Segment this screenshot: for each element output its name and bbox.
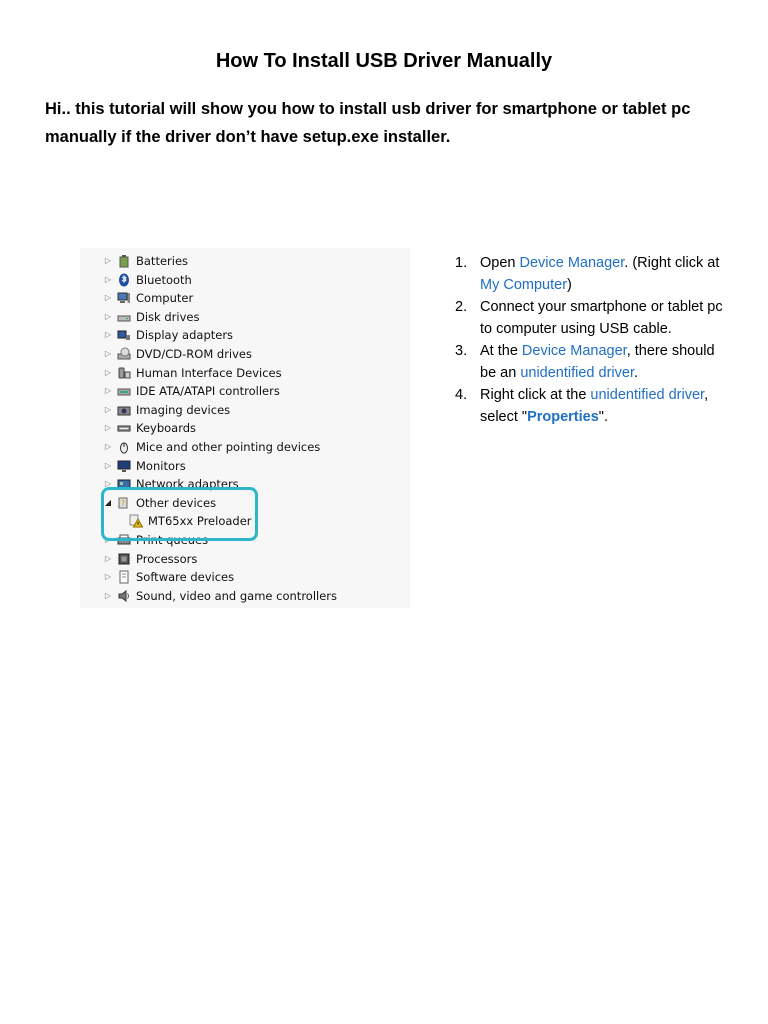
step-item (455, 252, 730, 296)
device-manager-screenshot (80, 248, 410, 608)
device-tree-item (80, 326, 233, 344)
expand-arrow-icon: ▷ (104, 423, 112, 433)
device-tree-item (80, 345, 252, 363)
camera-icon (117, 403, 131, 417)
bluetooth-icon (117, 273, 131, 287)
collapse-arrow-icon: ◢ (104, 497, 112, 507)
device-tree-item-label: Network adapters (136, 477, 239, 492)
device-tree-item (80, 252, 188, 270)
device-tree-item (80, 271, 192, 289)
device-tree-item-label: DVD/CD-ROM drives (136, 347, 252, 361)
highlighted-term: Properties (527, 409, 599, 425)
step-item (455, 340, 730, 384)
step-text-segment: . (634, 365, 639, 381)
step-number: 1. (455, 255, 468, 271)
device-tree-item-label: Disk drives (136, 309, 200, 324)
keyboard-icon (117, 421, 131, 435)
dvd-drive-icon (117, 347, 131, 361)
expand-arrow-icon: ▷ (104, 293, 112, 303)
step-text-segment: At the (480, 343, 522, 359)
device-tree-item (80, 308, 199, 326)
highlighted-term: Device Manager (521, 343, 627, 359)
device-tree-item-label: Monitors (136, 458, 186, 473)
step-text-segment: , select " (480, 387, 709, 425)
expand-arrow-icon: ▷ (104, 367, 112, 377)
device-tree-item (80, 550, 197, 568)
step-number: 3. (455, 343, 468, 359)
svg-text:?: ? (120, 498, 126, 508)
device-tree-item-label: Display adapters (136, 328, 234, 343)
speaker-icon (117, 589, 131, 603)
device-tree-item (80, 364, 282, 382)
expand-arrow-icon: ▷ (104, 479, 112, 489)
device-tree-item (80, 419, 196, 437)
device-tree-item-label: Software devices (136, 570, 235, 585)
device-tree-item-label: MT65xx Preloader (148, 514, 252, 529)
device-tree-item-label: Bluetooth (136, 272, 192, 287)
mouse-icon (117, 440, 131, 454)
step-number: 2. (455, 299, 468, 315)
expand-arrow-icon: ▷ (104, 349, 112, 358)
step-text (480, 296, 730, 340)
device-tree-item-label: Mice and other pointing devices (136, 440, 321, 454)
step-text-segment: ) (567, 277, 572, 293)
step-number: 4. (455, 387, 468, 403)
step-item (455, 384, 730, 428)
device-tree-item (80, 289, 193, 307)
expand-arrow-icon: ▷ (104, 590, 112, 600)
device-tree-item-label: Processors (136, 551, 198, 566)
intro-paragraph: Hi.. this tutorial will show you how to install usb driver for smartphone or tablet pc manually if the driver don’t have setup.exe installer. (45, 100, 691, 146)
display-adapter-icon (117, 328, 131, 342)
device-tree-item-label: Computer (136, 291, 194, 306)
step-text-segment: . (Right click at (624, 255, 720, 271)
battery-icon (117, 254, 131, 268)
step-text (480, 340, 730, 384)
expand-arrow-icon: ▷ (104, 553, 112, 563)
step-text (480, 252, 730, 296)
step-text-segment: Connect your smartphone or tablet pc to computer using USB cable. (480, 299, 723, 337)
expand-arrow-icon: ▷ (104, 274, 112, 284)
device-tree-item (80, 438, 320, 456)
expand-arrow-icon: ▷ (104, 311, 112, 321)
hid-icon (117, 366, 131, 380)
step-text-segment: Open (480, 255, 520, 271)
computer-icon (117, 291, 131, 305)
device-tree-item (80, 401, 230, 419)
expand-arrow-icon: ▷ (104, 460, 112, 470)
device-tree-item (80, 568, 234, 586)
processor-icon (117, 552, 131, 566)
step-text (480, 384, 730, 428)
step-text-segment: Right click at the (480, 387, 591, 403)
device-tree-item (80, 587, 337, 605)
disk-drive-icon (117, 310, 131, 324)
step-text-segment: ". (598, 409, 608, 425)
highlighted-term: My Computer (480, 277, 568, 293)
device-tree-item (80, 382, 280, 400)
device-tree-item-label: Batteries (136, 254, 189, 268)
other-devices-callout (101, 487, 258, 541)
device-tree-item-label: IDE ATA/ATAPI controllers (136, 384, 280, 399)
highlighted-term: Device Manager (519, 255, 625, 271)
expand-arrow-icon: ▷ (104, 256, 112, 265)
page-title: How To Install USB Driver Manually (215, 50, 553, 72)
steps-list (455, 252, 730, 428)
step-text-segment: , there should be an (480, 343, 715, 381)
device-tree-item-label: Imaging devices (136, 402, 231, 417)
expand-arrow-icon: ▷ (104, 386, 112, 396)
highlighted-term: unidentified driver (590, 387, 705, 403)
device-tree-item-label: Human Interface Devices (136, 365, 282, 380)
expand-arrow-icon: ▷ (104, 442, 112, 451)
device-tree-item (80, 457, 186, 475)
highlighted-term: unidentified driver (520, 365, 634, 381)
expand-arrow-icon: ▷ (104, 404, 112, 414)
expand-arrow-icon: ▷ (104, 535, 112, 544)
device-tree-item-label: Other devices (136, 495, 217, 510)
expand-arrow-icon: ▷ (104, 330, 112, 340)
expand-arrow-icon: ▷ (104, 572, 112, 582)
ide-controller-icon (117, 384, 131, 398)
device-tree-item-label: Keyboards (136, 421, 197, 436)
software-device-icon (117, 570, 131, 584)
device-tree-item-label: Sound, video and game controllers (136, 588, 338, 603)
step-item (455, 296, 730, 340)
monitor-icon (117, 459, 131, 473)
device-tree-item-label: Print queues (136, 533, 209, 547)
